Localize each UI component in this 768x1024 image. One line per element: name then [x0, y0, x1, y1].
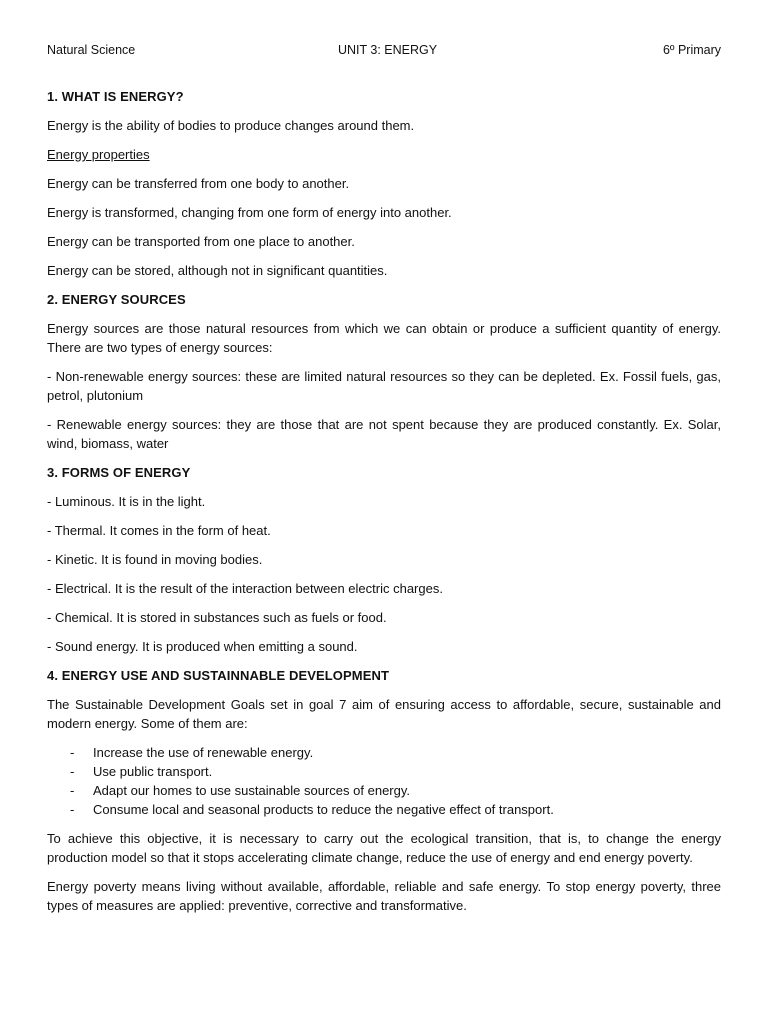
renewable-sources: - Renewable energy sources: they are those that are not spent because they are produced constantly. Ex. Solar, wind, biomass, water [47, 417, 721, 451]
energy-poverty-paragraph: Energy poverty means living without available, affordable, reliable and safe energy. To stop energy poverty, three types of measures are applied: preventive, corrective and transformative. [47, 879, 721, 913]
nonrenewable-sources: - Non-renewable energy sources: these are limited natural resources so they can be depleted. Ex. Fossil fuels, gas, petrol, plutonium [47, 369, 721, 403]
energy-form-item: - Chemical. It is stored in substances such as fuels or food. [47, 610, 387, 625]
list-item [47, 800, 721, 819]
list-item [47, 781, 721, 800]
energy-form-item: - Kinetic. It is found in moving bodies. [47, 552, 263, 567]
goal-text: Consume local and seasonal products to reduce the negative effect of transport. [93, 802, 554, 817]
sdg-goals-list [47, 743, 721, 819]
dash-bullet: - [70, 764, 75, 779]
energy-form-item: - Electrical. It is the result of the interaction between electric charges. [47, 581, 443, 596]
list-item [47, 743, 721, 762]
list-item [47, 762, 721, 781]
energy-form-item: - Sound energy. It is produced when emitting a sound. [47, 639, 358, 654]
ecological-transition-paragraph: To achieve this objective, it is necessary to carry out the ecological transition, that is, to change the energy production model so that it stops accelerating climate change, reduce the use of energy and end energy poverty. [47, 831, 721, 865]
header-subject: Natural Science [47, 43, 136, 57]
page-header [47, 41, 721, 61]
section-heading-what-is-energy: 1. WHAT IS ENERGY? [47, 89, 184, 104]
sdg-intro: The Sustainable Development Goals set in goal 7 aim of ensuring access to affordable, secure, sustainable and modern energy. Some of them are: [47, 697, 721, 731]
property-item: Energy can be transferred from one body to another. [47, 176, 350, 191]
energy-form-item: - Luminous. It is in the light. [47, 494, 206, 509]
header-unit-title: UNIT 3: ENERGY [338, 43, 438, 57]
goal-text: Increase the use of renewable energy. [93, 745, 314, 760]
section-heading-energy-sources: 2. ENERGY SOURCES [47, 292, 186, 307]
section-heading-sustainable-development: 4. ENERGY USE AND SUSTAINNABLE DEVELOPMENT [47, 668, 390, 683]
dash-bullet: - [70, 783, 75, 798]
goal-text: Use public transport. [93, 764, 213, 779]
energy-sources-intro: Energy sources are those natural resources from which we can obtain or produce a sufficient quantity of energy. There are two types of energy sources: [47, 321, 721, 355]
header-grade: 6º Primary [662, 43, 721, 57]
subheading-energy-properties: Energy properties [47, 147, 150, 162]
goal-text: Adapt our homes to use sustainable sources of energy. [93, 783, 411, 798]
dash-bullet: - [70, 745, 75, 760]
energy-form-item: - Thermal. It comes in the form of heat. [47, 523, 271, 538]
dash-bullet: - [70, 802, 75, 817]
energy-definition: Energy is the ability of bodies to produce changes around them. [47, 118, 415, 133]
property-item: Energy is transformed, changing from one form of energy into another. [47, 205, 452, 220]
section-heading-forms-of-energy: 3. FORMS OF ENERGY [47, 465, 191, 480]
property-item: Energy can be transported from one place to another. [47, 234, 355, 249]
property-item: Energy can be stored, although not in significant quantities. [47, 263, 388, 278]
